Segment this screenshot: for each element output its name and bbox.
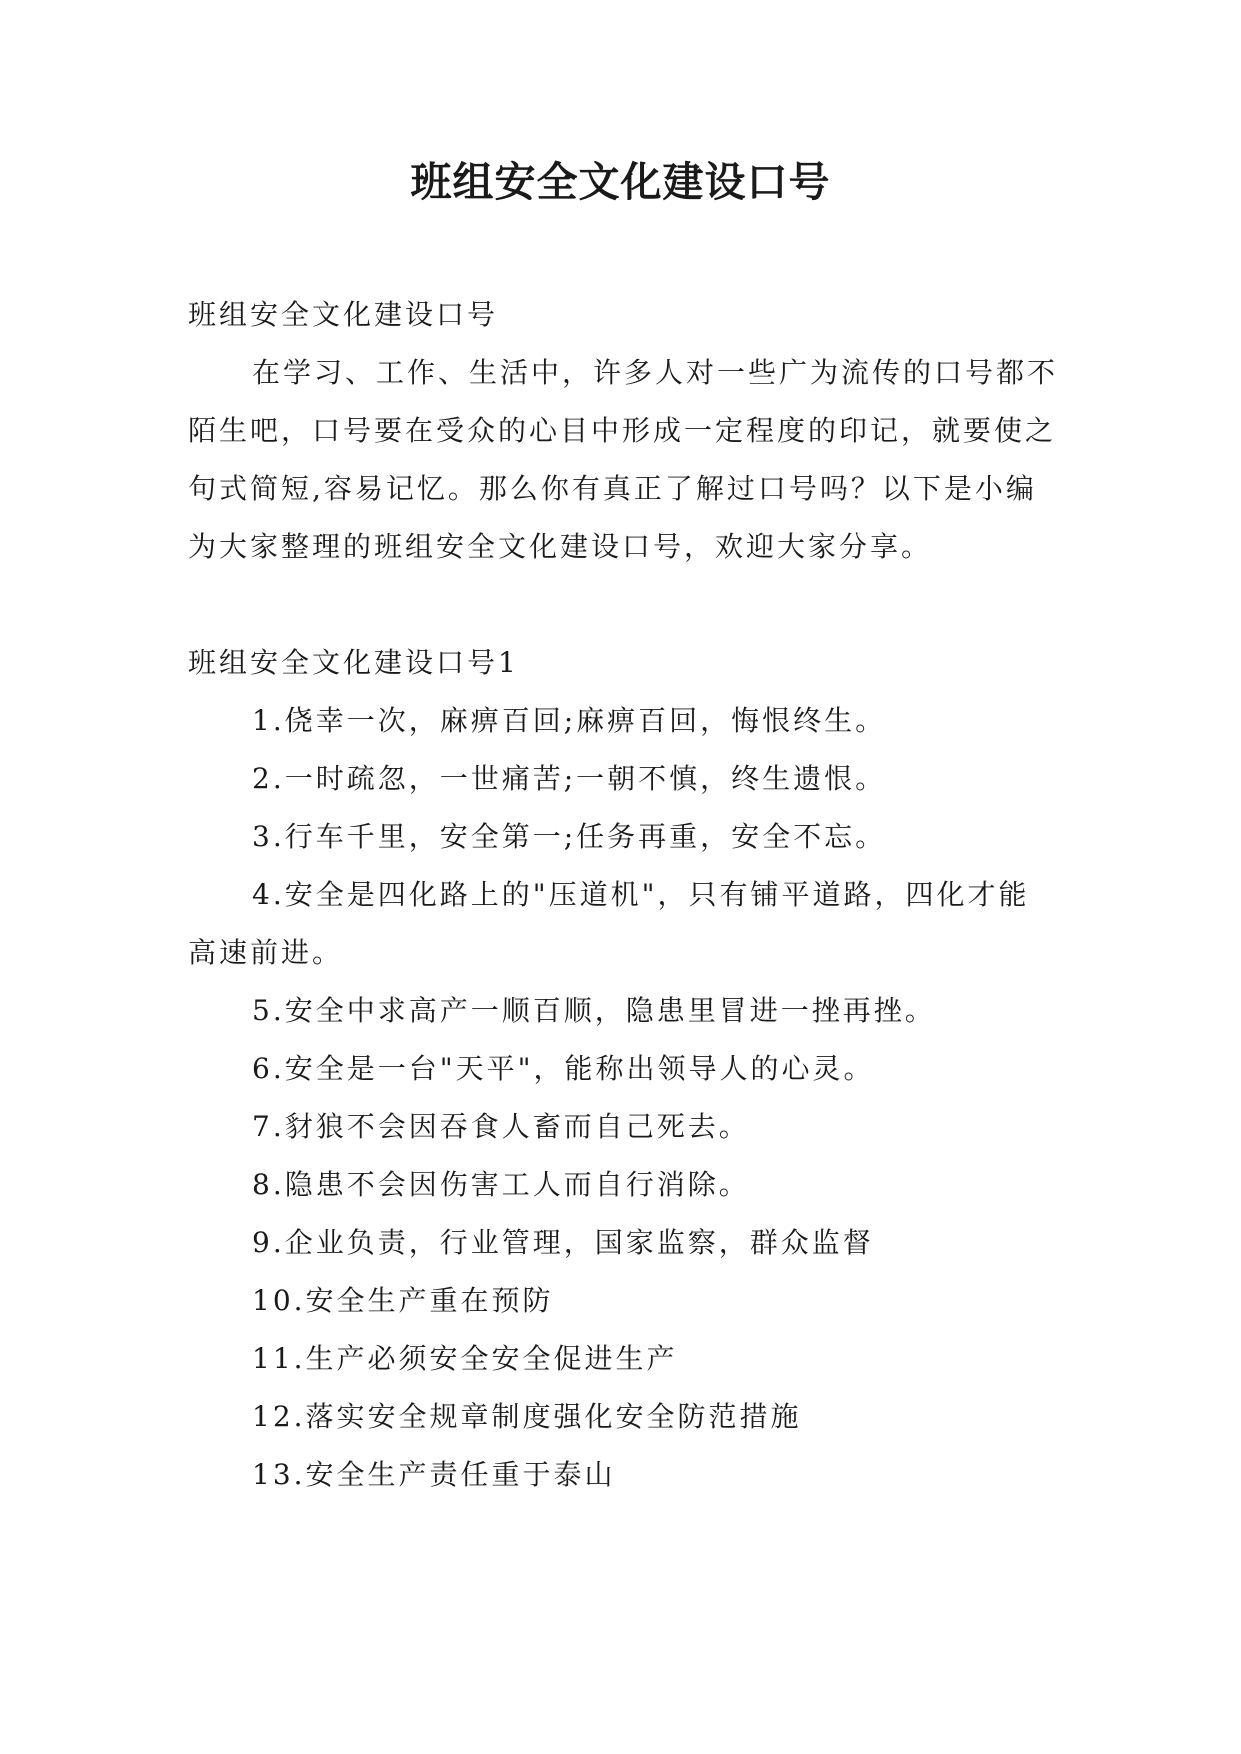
slogan-item: 3.行车千里，安全第一;任务再重，安全不忘。: [252, 820, 887, 853]
slogan-item: 8.隐患不会因伤害工人而自行消除。: [252, 1168, 750, 1201]
slogan-item: 13.安全生产责任重于泰山: [252, 1458, 616, 1491]
intro-paragraph: 在学习、工作、生活中，许多人对一些广为流传的口号都不陌生吧，口号要在受众的心目中形成一定程度的印记，就要使之句式简短,容易记忆。那么你有真正了解过口号吗？以下是小编为大家整理的班组安全文化建设口号，欢迎大家分享。: [188, 356, 1059, 563]
slogan-item: 2.一时疏忽，一世痛苦;一朝不慎，终生遗恨。: [252, 762, 887, 795]
slogan-item: 7.豺狼不会因吞食人畜而自己死去。: [252, 1110, 750, 1143]
slogan-item: 11.生产必须安全安全促进生产: [252, 1342, 678, 1375]
section-heading: 班组安全文化建设口号1: [188, 646, 519, 679]
subtitle: 班组安全文化建设口号: [188, 298, 499, 331]
paragraph-spacer: [188, 576, 1058, 634]
slogan-item: 12.落实安全规章制度强化安全防范措施: [252, 1400, 802, 1433]
slogan-item: 1.侥幸一次，麻痹百回;麻痹百回，悔恨终生。: [252, 704, 887, 737]
slogan-item: 6.安全是一台"天平"，能称出领导人的心灵。: [252, 1052, 875, 1085]
document-body: [188, 286, 1058, 1504]
document-title: 班组安全文化建设口号: [410, 158, 831, 206]
slogan-item: 5.安全中求高产一顺百顺，隐患里冒进一挫再挫。: [252, 994, 936, 1027]
slogan-item: 10.安全生产重在预防: [252, 1284, 554, 1317]
slogan-item: 9.企业负责，行业管理，国家监察，群众监督: [252, 1226, 874, 1259]
slogan-item: 4.安全是四化路上的"压道机"，只有铺平道路，四化才能高速前进。: [188, 878, 1030, 969]
